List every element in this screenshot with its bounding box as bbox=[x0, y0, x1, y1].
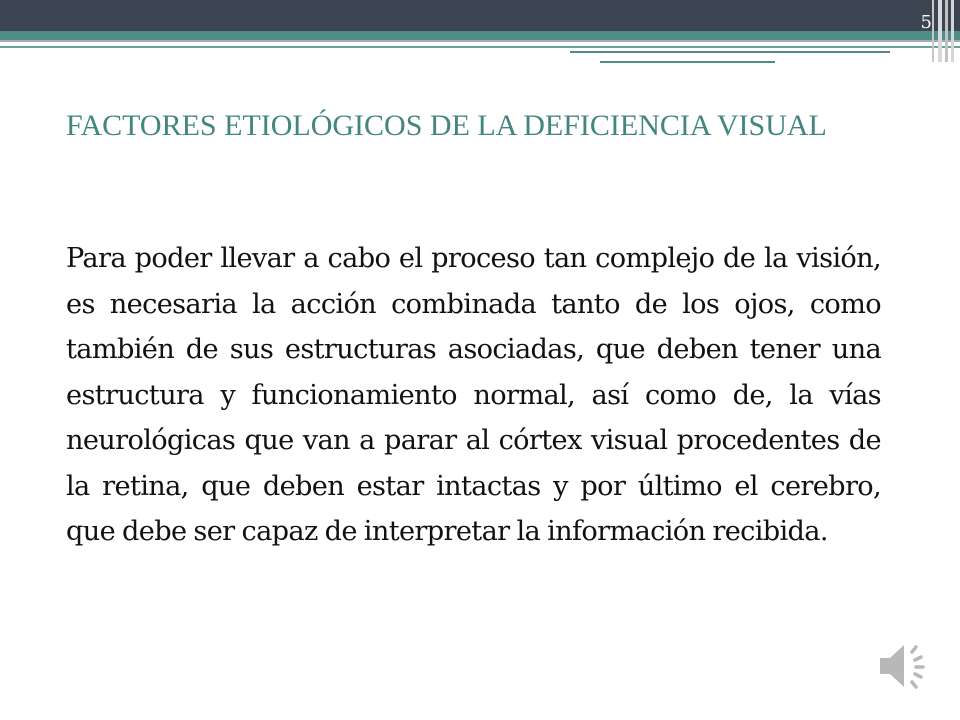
header-vertical-bar bbox=[951, 0, 954, 62]
header-vertical-bar bbox=[938, 0, 942, 62]
header-vertical-bar bbox=[945, 0, 948, 62]
header-thin-line bbox=[0, 46, 960, 48]
speaker-icon[interactable] bbox=[876, 636, 936, 696]
header-accent-line bbox=[570, 51, 890, 53]
speaker-icon-graphic bbox=[876, 636, 936, 696]
header-accent-line-short bbox=[600, 61, 775, 63]
header-vertical-bar bbox=[932, 0, 934, 62]
slide-title: FACTORES ETIOLÓGICOS DE LA DEFICIENCIA VISUAL bbox=[66, 109, 827, 142]
page-number: 5 bbox=[920, 12, 932, 33]
header-band-teal bbox=[0, 31, 960, 40]
slide-body-text: Para poder llevar a cabo el proceso tan complejo de la visión, es necesaria la acción combinada tanto de los ojos, como también de sus estructuras asociadas, que deben tener una estructura y funcionamiento normal, así como de, la vías neurológicas que van a parar al córtex visual procedentes de la retina, que deben estar intactas y por último el cerebro, que debe ser capaz de interpretar la información recibida. bbox=[66, 243, 881, 547]
header-band-dark bbox=[0, 0, 960, 31]
